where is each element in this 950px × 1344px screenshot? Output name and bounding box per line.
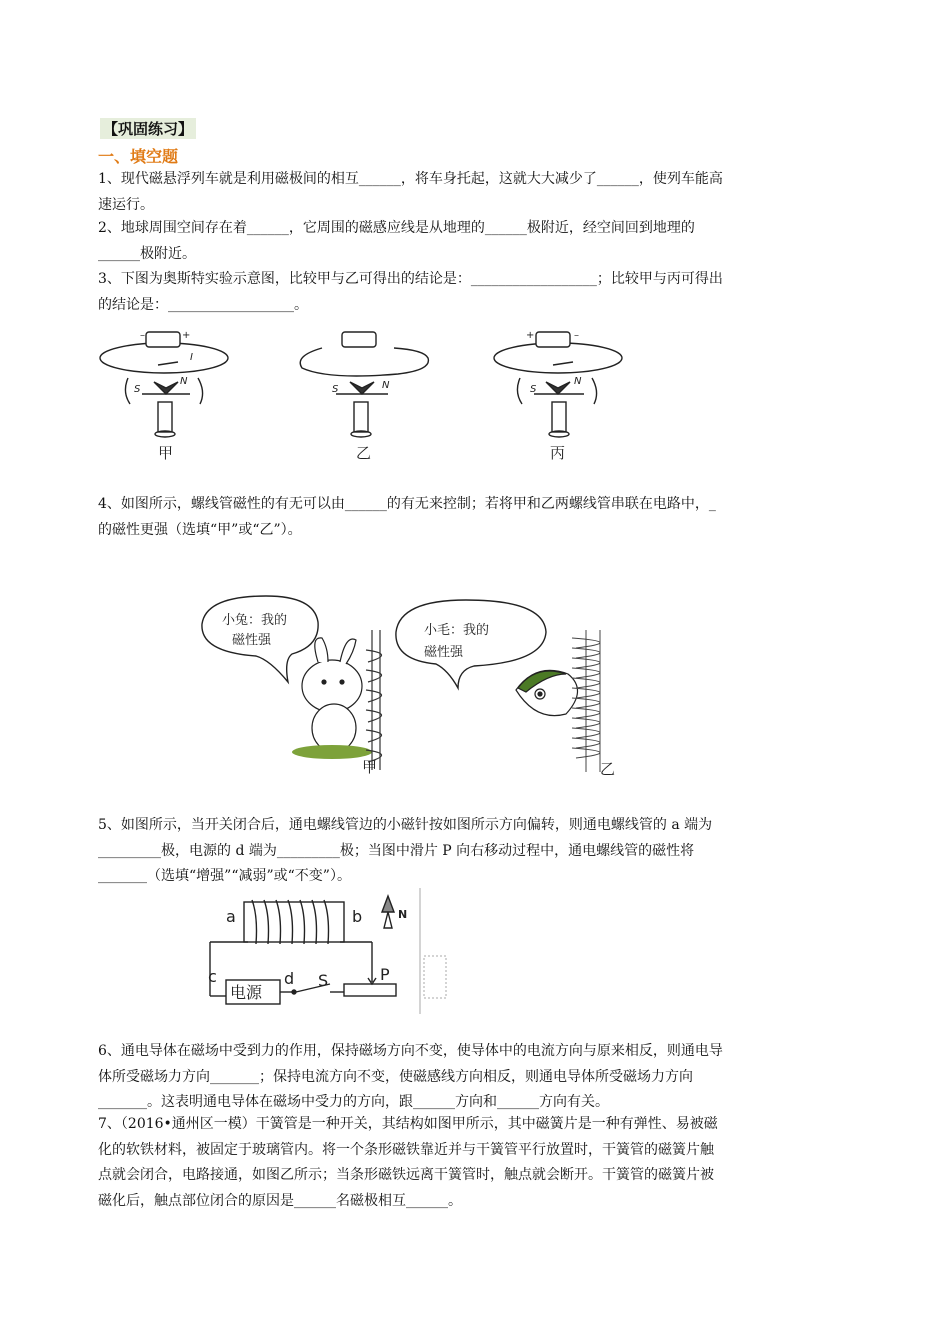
solenoid-label-jia: 甲	[362, 758, 378, 776]
circuit-label-p: P	[380, 965, 390, 984]
solenoid-jia	[366, 630, 382, 770]
oersted-panel-yi	[300, 332, 428, 437]
circuit-label-d: d	[284, 969, 295, 988]
question-5-line-1: 5、如图所示，当开关闭合后，通电螺线管边的小磁针按如图所示方向偏转，则通电螺线管的 a 端为	[98, 817, 713, 833]
question-7-line-4: 磁化后，触点部位闭合的原因是______名磁极相互______。	[98, 1192, 462, 1209]
circuit-label-s: S	[318, 971, 329, 990]
mao-bubble-line-1: 小毛：我的	[424, 623, 490, 638]
bing-plus-label: +	[526, 330, 535, 341]
rheostat	[344, 984, 396, 996]
section-title: 【巩固练习】	[100, 118, 196, 139]
question-5	[98, 813, 853, 890]
bing-minus-label: –	[574, 330, 579, 341]
question-6-line-1: 6、通电导体在磁场中受到力的作用，保持磁场方向不变，使导体中的电流方向与原来相反，则通电导	[98, 1043, 723, 1059]
question-3-line-1: 3、下图为奥斯特实验示意图，比较甲与乙可得出的结论是：__________________；比较甲与丙可得出	[98, 271, 723, 287]
panel-label-yi: 乙	[356, 444, 372, 462]
mao-bubble-line-2: 磁性强	[424, 645, 464, 660]
solenoid-cartoon-figure	[196, 590, 644, 780]
subsection-title: 一、填空题	[98, 147, 179, 166]
question-7-line-3: 点就会闭合，电路接通，如图乙所示；当条形磁铁远离干簧管时，触点就会断开。干簧管的磁簧片被	[98, 1167, 714, 1183]
question-6-line-2: 体所受磁场力方向_______；保持电流方向不变，使磁感线方向相反，则通电导体所受磁场力方向	[98, 1068, 693, 1085]
question-5-line-2: _________极，电源的 d 端为_________极；当图中滑片 P 向右移动过程中，通电螺线管的磁性将	[98, 842, 695, 859]
circuit-label-c: c	[208, 967, 217, 986]
solenoid-yi	[572, 630, 600, 772]
power-source-label: 电源	[230, 983, 263, 1002]
question-7-line-1: 7、（2016•通州区一模）干簧管是一种开关，其结构如图甲所示，其中磁簧片是一种有弹性、易被磁	[98, 1116, 718, 1132]
rabbit-bubble-line-2: 磁性强	[232, 633, 272, 648]
jia-n-label: N	[180, 376, 188, 387]
question-7-line-2: 化的软铁材料，被固定于玻璃管内。将一个条形磁铁靠近并与干簧管平行放置时，干簧管的磁簧片触	[98, 1141, 714, 1158]
compass-n-label: N	[398, 908, 408, 921]
bing-n-label: N	[574, 376, 582, 387]
yi-s-label: S	[332, 384, 339, 395]
question-1	[98, 167, 853, 218]
circuit-label-b: b	[352, 907, 363, 926]
question-6-line-3: _______。这表明通电导体在磁场中受力的方向，跟______方向和______方向有关。	[98, 1094, 609, 1110]
solenoid-label-yi: 乙	[600, 760, 616, 778]
solenoid-circuit-figure	[196, 888, 456, 1014]
question-7	[98, 1112, 853, 1214]
question-2	[98, 216, 853, 267]
oersted-panel-jia	[98, 332, 228, 437]
question-2-line-1: 2、地球周围空间存在着______，它周围的磁感应线是从地理的______极附近，经空间回到地理的	[98, 220, 695, 236]
panel-label-bing: 丙	[550, 444, 566, 462]
question-6	[98, 1039, 853, 1116]
slider-p	[368, 974, 376, 984]
jia-plus-label: +	[182, 330, 191, 341]
bing-s-label: S	[530, 384, 537, 395]
jia-current-label: I	[190, 352, 193, 363]
circuit-label-a: a	[226, 907, 236, 926]
oersted-experiment-figure	[98, 322, 658, 467]
question-3	[98, 267, 853, 318]
rabbit-character	[292, 638, 372, 759]
question-1-line-2: 速运行。	[98, 196, 154, 213]
question-4	[98, 492, 853, 543]
mao-speech-bubble	[396, 600, 546, 688]
jia-minus-label: –	[140, 330, 145, 341]
mao-character	[516, 670, 578, 715]
jia-s-label: S	[134, 384, 141, 395]
question-4-line-2: 的磁性更强（选填“甲”或“乙”）。	[98, 521, 302, 538]
yi-n-label: N	[382, 380, 390, 391]
question-2-line-2: ______极附近。	[98, 245, 196, 262]
oersted-panel-bing	[494, 332, 622, 437]
rabbit-bubble-line-1: 小兔：我的	[222, 613, 288, 628]
question-3-line-2: 的结论是：__________________。	[98, 296, 308, 313]
question-1-line-1: 1、现代磁悬浮列车就是利用磁极间的相互______，将车身托起，这就大大减少了______，使列车能高	[98, 171, 723, 187]
compass-needle	[382, 896, 394, 912]
question-5-line-3: _______（选填“增强”“减弱”或“不变”）。	[98, 868, 351, 884]
question-4-line-1: 4、如图所示，螺线管磁性的有无可以由______的有无来控制；若将甲和乙两螺线管串联在电路中，_	[98, 496, 716, 512]
panel-label-jia: 甲	[158, 444, 174, 462]
